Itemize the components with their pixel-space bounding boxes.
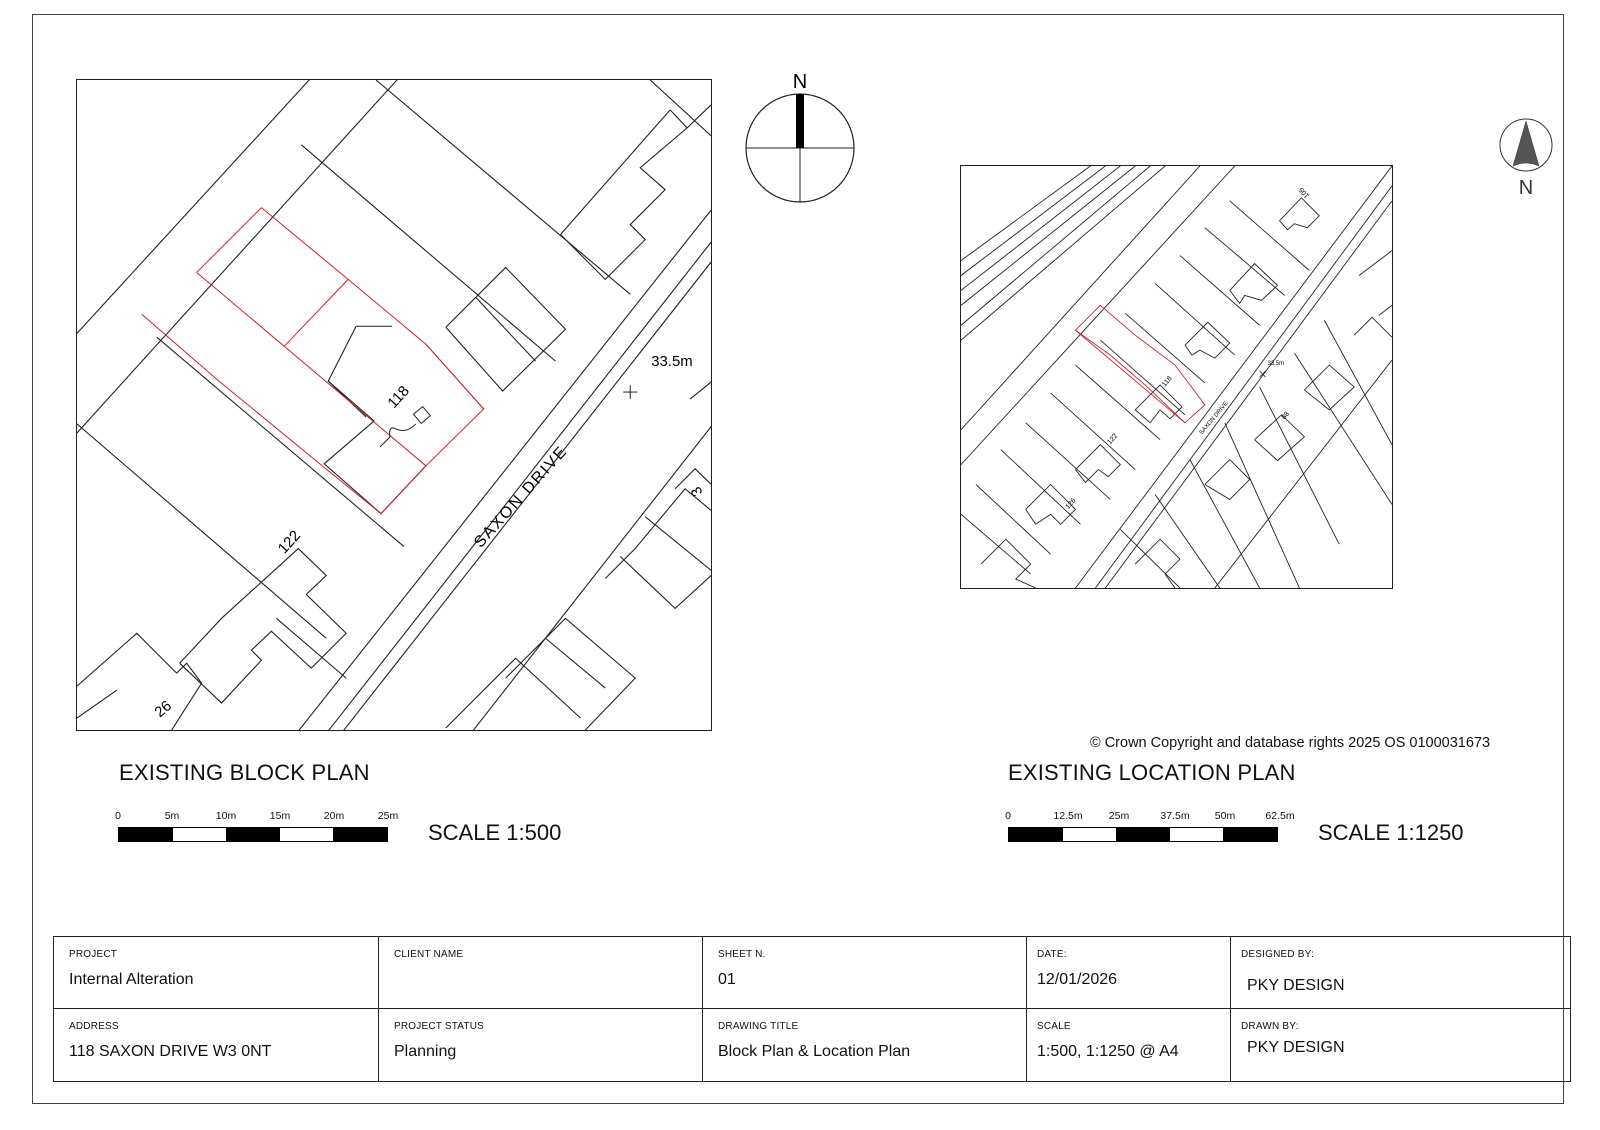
- location-scale-tick-2: 25m: [1108, 810, 1130, 822]
- block-house-126-label: 26: [151, 697, 176, 722]
- location-plan-scalebar: [1005, 810, 1295, 844]
- drawn-by-value: PKY DESIGN: [1247, 1039, 1345, 1056]
- status-value: Planning: [394, 1043, 457, 1060]
- location-scale-tick-3: 37.5m: [1160, 810, 1190, 822]
- sheet-value: 01: [718, 971, 736, 988]
- location-plan-drawing: [961, 166, 1392, 588]
- designed-by-cell: [1231, 937, 1570, 1009]
- block-scale-tick-5: 25m: [377, 810, 399, 822]
- location-plan-north-arrow: [1496, 118, 1556, 200]
- date-value: 12/01/2026: [1037, 971, 1118, 988]
- location-scale-tick-5: 62.5m: [1265, 810, 1295, 822]
- sheet-label: SHEET N.: [718, 949, 766, 960]
- drawn-by-label: DRAWN BY:: [1241, 1021, 1299, 1032]
- location-scale-tick-4: 50m: [1214, 810, 1236, 822]
- designed-by-label: DESIGNED BY:: [1241, 949, 1314, 960]
- location-house-126-label: 126: [1064, 497, 1078, 511]
- location-scale-tick-1: 12.5m: [1053, 810, 1083, 822]
- drawing-title-label: DRAWING TITLE: [718, 1021, 799, 1032]
- block-plan-scale-label: SCALE 1:500: [428, 820, 562, 845]
- location-north-label: N: [1518, 177, 1534, 199]
- location-scale-bar-segments: [1008, 827, 1278, 842]
- status-cell: [379, 1009, 703, 1081]
- scale-cell: [1027, 1009, 1231, 1081]
- block-scale-tick-0: 0: [115, 810, 121, 822]
- location-street-label: SAXON DRIVE: [1198, 400, 1230, 437]
- location-scale-tick-0: 0: [1005, 810, 1011, 822]
- drawing-title-cell: [703, 1009, 1027, 1081]
- project-cell: [54, 937, 379, 1009]
- address-label: ADDRESS: [69, 1021, 119, 1032]
- block-house-122-label: 122: [274, 527, 305, 558]
- block-scale-tick-2: 10m: [215, 810, 237, 822]
- block-north-label: N: [792, 71, 808, 93]
- location-house-118-label: 118: [1161, 375, 1174, 389]
- title-block: [53, 936, 1571, 1082]
- designed-by-value: PKY DESIGN: [1247, 977, 1345, 994]
- block-street-label: SAXON DRIVE: [471, 442, 572, 552]
- location-house-105-label: 105: [1298, 185, 1311, 200]
- block-spot-height-marker: [623, 385, 637, 399]
- block-plan-map: [76, 79, 712, 731]
- date-label: DATE:: [1037, 949, 1067, 960]
- location-plan-scale-label: SCALE 1:1250: [1318, 820, 1464, 845]
- block-scale-tick-1: 5m: [164, 810, 180, 822]
- block-scale-tick-4: 20m: [323, 810, 345, 822]
- scale-value: 1:500, 1:1250 @ A4: [1037, 1043, 1179, 1060]
- scale-label: SCALE: [1037, 1021, 1071, 1032]
- block-plan-title: EXISTING BLOCK PLAN: [119, 760, 370, 785]
- project-label: PROJECT: [69, 949, 118, 960]
- client-cell: [379, 937, 703, 1009]
- status-label: PROJECT STATUS: [394, 1021, 485, 1032]
- location-plan-title: EXISTING LOCATION PLAN: [1008, 760, 1296, 785]
- block-plan-north-compass: [740, 68, 860, 208]
- drawn-by-cell: [1231, 1009, 1570, 1081]
- os-copyright-notice: © Crown Copyright and database rights 2025 OS 0100031673: [1090, 735, 1491, 751]
- drawing-title-value: Block Plan & Location Plan: [718, 1043, 911, 1060]
- project-value: Internal Alteration: [69, 971, 194, 988]
- client-label: CLIENT NAME: [394, 949, 464, 960]
- block-house-opposite-label: 3: [687, 483, 707, 500]
- block-house-118-label: 118: [384, 382, 413, 412]
- location-spot-height: 33.5m: [1267, 361, 1285, 368]
- block-plan-scalebar: [115, 810, 399, 844]
- address-value: 118 SAXON DRIVE W3 0NT: [69, 1043, 272, 1060]
- location-house-88-label: 88: [1280, 410, 1291, 422]
- block-scale-tick-3: 15m: [269, 810, 291, 822]
- location-house-122-label: 122: [1106, 432, 1120, 446]
- block-spot-height: 33.5m: [651, 353, 693, 371]
- block-scale-bar-segments: [118, 827, 388, 842]
- block-plan-drawing: [77, 80, 711, 730]
- sheet-cell: [703, 937, 1027, 1009]
- date-cell: [1027, 937, 1231, 1009]
- location-plan-map: [960, 165, 1393, 589]
- address-cell: [54, 1009, 379, 1081]
